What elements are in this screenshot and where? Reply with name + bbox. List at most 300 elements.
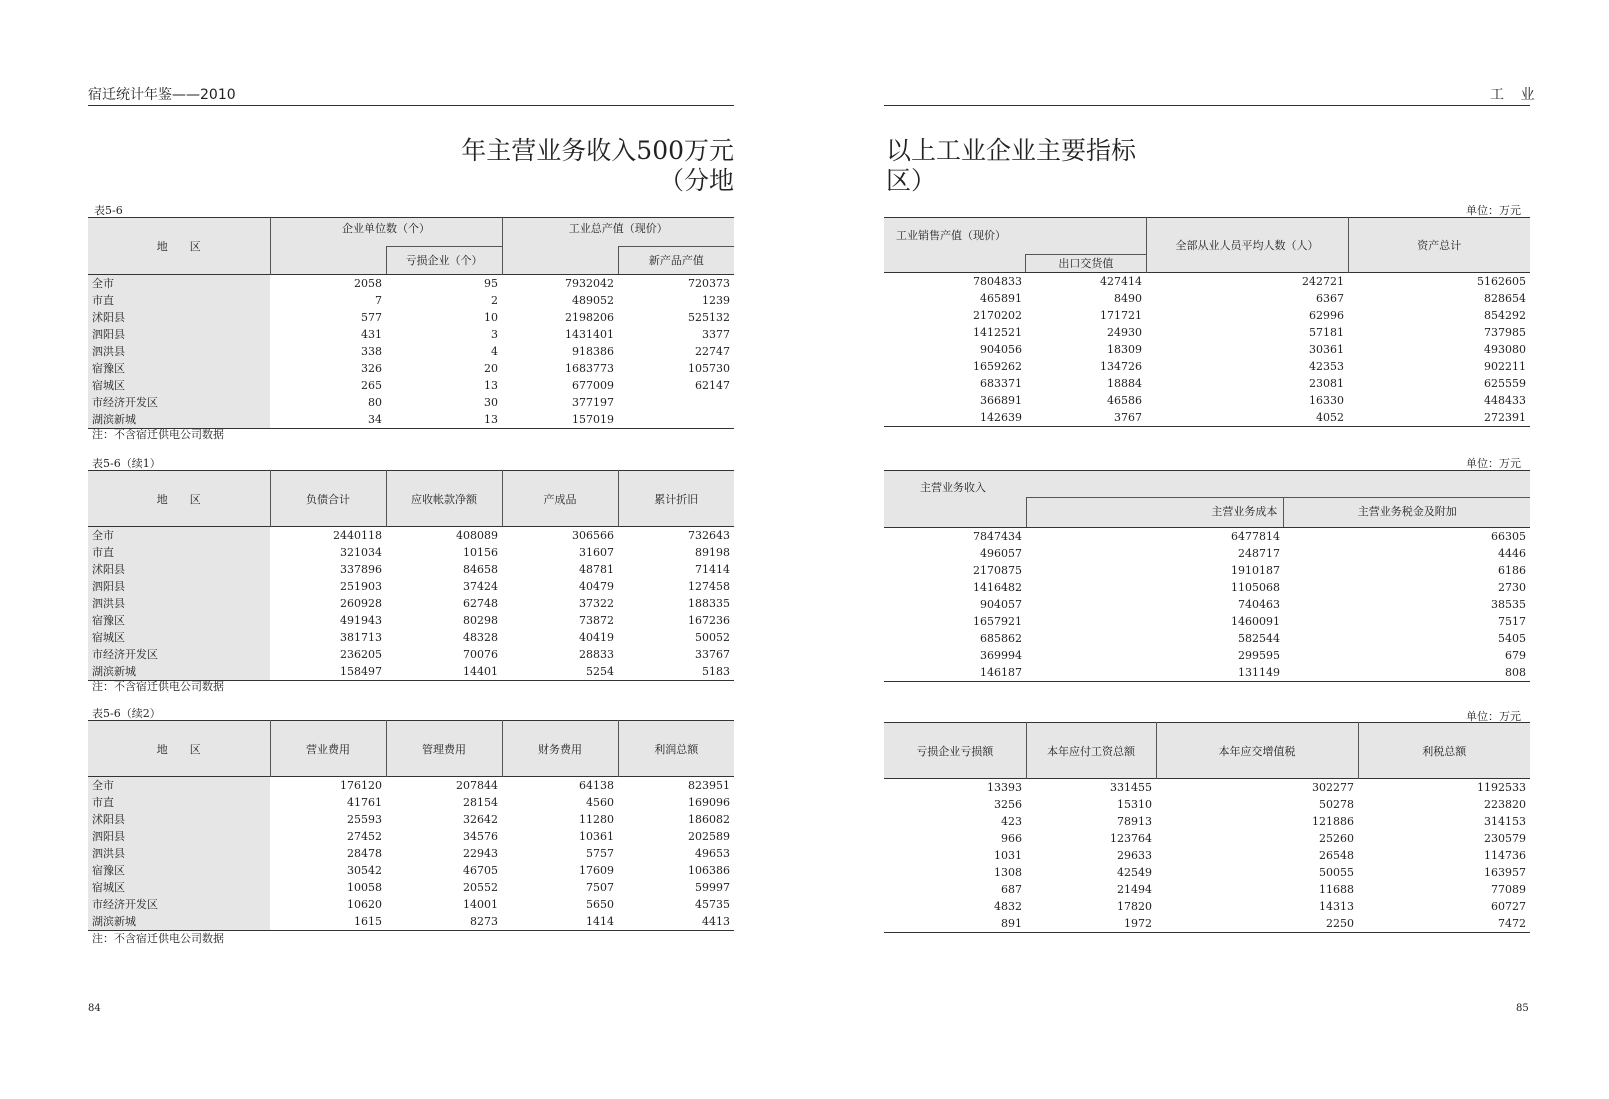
cell: 60727 bbox=[1491, 900, 1526, 913]
table-row bbox=[884, 528, 1530, 546]
cell: 4052 bbox=[1316, 411, 1344, 424]
table-row bbox=[88, 326, 734, 343]
col-receivables: 应收帐款净额 bbox=[386, 471, 502, 527]
table-row bbox=[884, 307, 1530, 324]
cell: 30361 bbox=[1309, 343, 1344, 356]
cell: 525132 bbox=[688, 311, 730, 324]
cell: 679 bbox=[1505, 649, 1527, 662]
table1-note: 注：不含宿迁供电公司数据 bbox=[92, 428, 224, 441]
table-row bbox=[884, 881, 1530, 898]
cell: 80298 bbox=[463, 614, 498, 627]
cell: 22747 bbox=[695, 345, 730, 358]
cell: 493080 bbox=[1484, 343, 1526, 356]
cell: 105730 bbox=[688, 362, 730, 375]
table-row bbox=[88, 845, 734, 862]
cell: 123764 bbox=[1110, 832, 1152, 845]
table1-left bbox=[88, 217, 734, 429]
cell: 904057 bbox=[980, 598, 1022, 611]
cell: 377197 bbox=[572, 396, 614, 409]
table2-note: 注：不含宿迁供电公司数据 bbox=[92, 680, 224, 693]
cell: 13393 bbox=[987, 781, 1022, 794]
cell: 188335 bbox=[688, 597, 730, 610]
region-cell: 全市 bbox=[88, 275, 270, 293]
cell: 20552 bbox=[463, 881, 498, 894]
cell: 131149 bbox=[1238, 666, 1280, 679]
col-finished-goods: 产成品 bbox=[502, 471, 618, 527]
cell: 3256 bbox=[994, 798, 1022, 811]
cell: 1972 bbox=[1124, 917, 1152, 930]
cell: 89198 bbox=[695, 546, 730, 559]
col-finance: 财务费用 bbox=[502, 721, 618, 777]
page-number-right: 85 bbox=[1516, 1003, 1529, 1014]
col-loss-units: 亏损企业（个） bbox=[386, 246, 502, 274]
col-profit-tax: 利税总额 bbox=[1358, 723, 1530, 779]
cell: 17820 bbox=[1117, 900, 1152, 913]
cell: 28478 bbox=[347, 847, 382, 860]
cell: 902211 bbox=[1484, 360, 1526, 373]
table3-right bbox=[884, 722, 1530, 933]
cell: 84658 bbox=[463, 563, 498, 576]
cell: 369994 bbox=[980, 649, 1022, 662]
region-cell: 宿豫区 bbox=[88, 612, 270, 629]
cell: 331455 bbox=[1110, 781, 1152, 794]
cell: 918386 bbox=[572, 345, 614, 358]
page-title-left-line2: （分地 bbox=[658, 166, 734, 195]
col-units: 企业单位数（个） bbox=[342, 222, 430, 235]
cell: 77089 bbox=[1491, 883, 1526, 896]
cell: 2198206 bbox=[565, 311, 614, 324]
cell: 2170202 bbox=[973, 309, 1022, 322]
cell: 687 bbox=[1001, 883, 1022, 896]
cell: 157019 bbox=[572, 413, 614, 426]
cell: 4560 bbox=[586, 796, 614, 809]
cell: 251903 bbox=[340, 580, 382, 593]
cell: 7472 bbox=[1498, 917, 1526, 930]
cell: 6186 bbox=[1498, 564, 1527, 577]
table3-left bbox=[88, 720, 734, 931]
cell: 158497 bbox=[340, 665, 382, 678]
region-cell: 全市 bbox=[88, 777, 270, 795]
cell: 27452 bbox=[347, 830, 382, 843]
cell: 1031 bbox=[994, 849, 1022, 862]
cell bbox=[618, 394, 734, 411]
table-row bbox=[884, 664, 1530, 682]
col-region: 地 区 bbox=[88, 721, 270, 777]
table-row bbox=[884, 898, 1530, 915]
table-row bbox=[884, 779, 1530, 797]
cell: 10156 bbox=[463, 546, 498, 559]
cell: 20 bbox=[484, 362, 498, 375]
col-loss-amount: 亏损企业亏损额 bbox=[884, 723, 1026, 779]
running-header-right: 工 业 bbox=[1490, 87, 1541, 103]
cell: 496057 bbox=[980, 547, 1022, 560]
col-admin: 管理费用 bbox=[386, 721, 502, 777]
cell: 42353 bbox=[1309, 360, 1344, 373]
cell: 66305 bbox=[1491, 530, 1527, 543]
cell: 121886 bbox=[1312, 815, 1354, 828]
table-row bbox=[884, 630, 1530, 647]
cell: 3 bbox=[491, 328, 498, 341]
region-cell: 湖滨新城 bbox=[88, 663, 270, 681]
col-selling: 营业费用 bbox=[270, 721, 386, 777]
region-cell: 泗阳县 bbox=[88, 326, 270, 343]
cell: 114736 bbox=[1484, 849, 1526, 862]
cell: 163957 bbox=[1484, 866, 1526, 879]
table-row bbox=[88, 896, 734, 913]
cell: 34576 bbox=[463, 830, 498, 843]
cell: 265 bbox=[361, 379, 382, 392]
cell: 14313 bbox=[1319, 900, 1354, 913]
col-tax: 主营业务税金及附加 bbox=[1283, 497, 1530, 527]
cell: 5650 bbox=[586, 898, 614, 911]
cell: 1460091 bbox=[1231, 615, 1280, 628]
cell: 2250 bbox=[1326, 917, 1354, 930]
col-cost: 主营业务成本 bbox=[1026, 497, 1284, 527]
cell: 18884 bbox=[1107, 377, 1142, 390]
region-cell: 宿豫区 bbox=[88, 360, 270, 377]
table2-left bbox=[88, 470, 734, 681]
cell: 4 bbox=[491, 345, 498, 358]
cell: 176120 bbox=[340, 779, 382, 792]
table-row bbox=[884, 813, 1530, 830]
cell: 70076 bbox=[463, 648, 498, 661]
cell: 306566 bbox=[572, 529, 614, 542]
table-row bbox=[88, 394, 734, 411]
table3-label: 表5-6（续2） bbox=[92, 707, 161, 720]
cell: 1308 bbox=[994, 866, 1022, 879]
table-row bbox=[88, 544, 734, 561]
cell: 106386 bbox=[688, 864, 730, 877]
page-title-left bbox=[440, 136, 734, 196]
cell: 34 bbox=[368, 413, 382, 426]
cell: 21494 bbox=[1117, 883, 1152, 896]
cell bbox=[618, 411, 734, 429]
cell: 50055 bbox=[1319, 866, 1354, 879]
cell: 40479 bbox=[579, 580, 614, 593]
table-row bbox=[884, 562, 1530, 579]
region-cell: 湖滨新城 bbox=[88, 411, 270, 429]
cell: 134726 bbox=[1100, 360, 1142, 373]
cell: 7507 bbox=[586, 881, 614, 894]
page-title-right-line2: 区） bbox=[886, 166, 937, 195]
cell: 423 bbox=[1001, 815, 1022, 828]
table-row bbox=[884, 545, 1530, 562]
cell: 29633 bbox=[1117, 849, 1152, 862]
region-cell: 宿城区 bbox=[88, 879, 270, 896]
table-row bbox=[88, 646, 734, 663]
cell: 1910187 bbox=[1231, 564, 1280, 577]
table-row bbox=[884, 864, 1530, 881]
cell: 1414 bbox=[586, 915, 614, 928]
cell: 230579 bbox=[1484, 832, 1526, 845]
cell: 408089 bbox=[456, 529, 498, 542]
cell: 71414 bbox=[695, 563, 730, 576]
cell: 625559 bbox=[1484, 377, 1526, 390]
cell: 2058 bbox=[354, 277, 382, 290]
cell: 95 bbox=[484, 277, 498, 290]
cell: 3377 bbox=[702, 328, 730, 341]
cell: 1105068 bbox=[1231, 581, 1280, 594]
cell: 25593 bbox=[347, 813, 382, 826]
cell: 5183 bbox=[702, 665, 730, 678]
cell: 186082 bbox=[688, 813, 730, 826]
region-cell: 沭阳县 bbox=[88, 811, 270, 828]
table-row bbox=[884, 358, 1530, 375]
col-new-product: 新产品产值 bbox=[618, 246, 734, 274]
table1-unit: 单位：万元 bbox=[1466, 204, 1521, 217]
cell: 2730 bbox=[1498, 581, 1527, 594]
cell: 326 bbox=[361, 362, 382, 375]
cell: 207844 bbox=[456, 779, 498, 792]
col-depreciation: 累计折旧 bbox=[618, 471, 734, 527]
cell: 904056 bbox=[980, 343, 1022, 356]
cell: 7932042 bbox=[565, 277, 614, 290]
cell: 5757 bbox=[586, 847, 614, 860]
running-header-left: 宿迁统计年鉴——2010 bbox=[88, 87, 236, 103]
table-row bbox=[88, 612, 734, 629]
cell: 248717 bbox=[1238, 547, 1280, 560]
cell: 272391 bbox=[1484, 411, 1526, 424]
cell: 7847434 bbox=[973, 530, 1022, 543]
cell: 823951 bbox=[688, 779, 730, 792]
region-cell: 市直 bbox=[88, 794, 270, 811]
table3-note: 注：不含宿迁供电公司数据 bbox=[92, 932, 224, 945]
cell: 10620 bbox=[347, 898, 382, 911]
cell: 28833 bbox=[579, 648, 614, 661]
cell: 465891 bbox=[980, 292, 1022, 305]
cell: 427414 bbox=[1100, 275, 1142, 288]
cell: 46586 bbox=[1107, 394, 1142, 407]
table-row bbox=[88, 578, 734, 595]
cell: 64138 bbox=[579, 779, 614, 792]
table-row bbox=[884, 392, 1530, 409]
cell: 448433 bbox=[1484, 394, 1526, 407]
cell: 33767 bbox=[695, 648, 730, 661]
cell: 2 bbox=[491, 294, 498, 307]
cell: 8490 bbox=[1114, 292, 1142, 305]
table-row bbox=[884, 915, 1530, 933]
table-row bbox=[88, 862, 734, 879]
region-cell: 市直 bbox=[88, 292, 270, 309]
cell: 41761 bbox=[347, 796, 382, 809]
region-cell: 市直 bbox=[88, 544, 270, 561]
table-row bbox=[884, 324, 1530, 341]
cell: 62147 bbox=[695, 379, 730, 392]
table-row bbox=[88, 275, 734, 293]
cell: 966 bbox=[1001, 832, 1022, 845]
cell: 32642 bbox=[463, 813, 498, 826]
cell: 683371 bbox=[980, 377, 1022, 390]
cell: 381713 bbox=[340, 631, 382, 644]
table-row bbox=[884, 290, 1530, 307]
cell: 242721 bbox=[1302, 275, 1344, 288]
table-row bbox=[884, 647, 1530, 664]
cell: 732643 bbox=[688, 529, 730, 542]
table2-unit: 单位：万元 bbox=[1466, 457, 1521, 470]
cell: 366891 bbox=[980, 394, 1022, 407]
cell: 11688 bbox=[1319, 883, 1354, 896]
col-employees: 全部从业人员平均人数（人） bbox=[1146, 218, 1348, 273]
cell: 40419 bbox=[579, 631, 614, 644]
cell: 46705 bbox=[463, 864, 498, 877]
cell: 50278 bbox=[1319, 798, 1354, 811]
region-cell: 沭阳县 bbox=[88, 309, 270, 326]
table-row bbox=[88, 561, 734, 578]
cell: 38535 bbox=[1491, 598, 1527, 611]
table-row bbox=[884, 341, 1530, 358]
col-export-value: 出口交货值 bbox=[1025, 254, 1145, 272]
table-row bbox=[88, 913, 734, 931]
header-rule-left bbox=[88, 105, 734, 106]
table1-label: 表5-6 bbox=[94, 204, 123, 217]
cell: 4446 bbox=[1498, 547, 1527, 560]
table-row bbox=[884, 830, 1530, 847]
cell: 45735 bbox=[695, 898, 730, 911]
region-cell: 泗阳县 bbox=[88, 828, 270, 845]
col-sales-value: 工业销售产值（现价） bbox=[896, 229, 1006, 242]
cell: 6367 bbox=[1316, 292, 1344, 305]
table-row bbox=[884, 596, 1530, 613]
table3-unit: 单位：万元 bbox=[1466, 710, 1521, 723]
cell: 1412521 bbox=[973, 326, 1022, 339]
table1-right bbox=[884, 217, 1530, 427]
cell: 808 bbox=[1505, 666, 1527, 679]
region-cell: 泗洪县 bbox=[88, 845, 270, 862]
cell: 14401 bbox=[463, 665, 498, 678]
cell: 17609 bbox=[579, 864, 614, 877]
cell: 5162605 bbox=[1477, 275, 1526, 288]
cell: 18309 bbox=[1107, 343, 1142, 356]
region-cell: 市经济开发区 bbox=[88, 394, 270, 411]
table-row bbox=[88, 360, 734, 377]
cell: 16330 bbox=[1309, 394, 1344, 407]
table-row bbox=[88, 879, 734, 896]
cell: 431 bbox=[361, 328, 382, 341]
cell: 62748 bbox=[463, 597, 498, 610]
cell: 314153 bbox=[1484, 815, 1526, 828]
cell: 50052 bbox=[695, 631, 730, 644]
cell: 22943 bbox=[463, 847, 498, 860]
region-cell: 泗洪县 bbox=[88, 343, 270, 360]
cell: 720373 bbox=[688, 277, 730, 290]
table-row bbox=[88, 777, 734, 795]
col-profit: 利润总额 bbox=[618, 721, 734, 777]
cell: 15310 bbox=[1117, 798, 1152, 811]
cell: 4832 bbox=[994, 900, 1022, 913]
cell: 24930 bbox=[1107, 326, 1142, 339]
cell: 10361 bbox=[579, 830, 614, 843]
cell: 582544 bbox=[1238, 632, 1280, 645]
cell: 10 bbox=[484, 311, 498, 324]
table-row bbox=[884, 613, 1530, 630]
table-row bbox=[884, 796, 1530, 813]
table-row bbox=[884, 579, 1530, 596]
cell: 30542 bbox=[347, 864, 382, 877]
cell: 223820 bbox=[1484, 798, 1526, 811]
cell: 7517 bbox=[1498, 615, 1527, 628]
cell: 299595 bbox=[1238, 649, 1280, 662]
cell: 491943 bbox=[340, 614, 382, 627]
cell: 13 bbox=[484, 379, 498, 392]
cell: 73872 bbox=[579, 614, 614, 627]
cell: 677009 bbox=[572, 379, 614, 392]
cell: 167236 bbox=[688, 614, 730, 627]
col-assets: 资产总计 bbox=[1348, 218, 1530, 273]
col-region: 地 区 bbox=[88, 471, 270, 527]
table-row bbox=[88, 794, 734, 811]
cell: 1239 bbox=[702, 294, 730, 307]
cell: 10058 bbox=[347, 881, 382, 894]
table-row bbox=[88, 629, 734, 646]
page-title-right-line1: 以上工业企业主要指标 bbox=[886, 136, 1137, 165]
region-cell: 宿豫区 bbox=[88, 862, 270, 879]
page-title-right bbox=[886, 136, 1206, 196]
cell: 577 bbox=[361, 311, 382, 324]
cell: 1416482 bbox=[973, 581, 1022, 594]
header-rule-right bbox=[884, 105, 1530, 106]
table-row bbox=[884, 375, 1530, 392]
cell: 338 bbox=[361, 345, 382, 358]
table2-right bbox=[884, 470, 1530, 682]
cell: 37424 bbox=[463, 580, 498, 593]
cell: 169096 bbox=[688, 796, 730, 809]
cell: 1615 bbox=[354, 915, 382, 928]
cell: 236205 bbox=[340, 648, 382, 661]
cell: 2440118 bbox=[333, 529, 382, 542]
cell: 321034 bbox=[340, 546, 382, 559]
cell: 260928 bbox=[340, 597, 382, 610]
cell: 26548 bbox=[1319, 849, 1354, 862]
region-cell: 泗洪县 bbox=[88, 595, 270, 612]
table-row bbox=[88, 309, 734, 326]
table-row bbox=[88, 828, 734, 845]
cell: 171721 bbox=[1100, 309, 1142, 322]
cell: 37322 bbox=[579, 597, 614, 610]
cell: 1192533 bbox=[1477, 781, 1526, 794]
cell: 740463 bbox=[1238, 598, 1280, 611]
cell: 80 bbox=[368, 396, 382, 409]
table-row bbox=[884, 273, 1530, 291]
cell: 854292 bbox=[1484, 309, 1526, 322]
cell: 1657921 bbox=[973, 615, 1022, 628]
cell: 8273 bbox=[470, 915, 498, 928]
cell: 737985 bbox=[1484, 326, 1526, 339]
table-row bbox=[884, 409, 1530, 427]
region-cell: 全市 bbox=[88, 527, 270, 545]
page-title-left-line1: 年主营业务收入500万元 bbox=[461, 136, 734, 165]
region-cell: 沭阳县 bbox=[88, 561, 270, 578]
table-row bbox=[884, 847, 1530, 864]
col-revenue: 主营业务收入 bbox=[920, 481, 986, 494]
col-region: 地 区 bbox=[88, 218, 270, 275]
cell: 25260 bbox=[1319, 832, 1354, 845]
table-row bbox=[88, 377, 734, 394]
cell: 31607 bbox=[579, 546, 614, 559]
cell: 5405 bbox=[1498, 632, 1527, 645]
cell: 302277 bbox=[1312, 781, 1354, 794]
cell: 59997 bbox=[695, 881, 730, 894]
table-row bbox=[88, 595, 734, 612]
cell: 1659262 bbox=[973, 360, 1022, 373]
cell: 1683773 bbox=[565, 362, 614, 375]
cell: 4413 bbox=[702, 915, 730, 928]
cell: 49653 bbox=[695, 847, 730, 860]
cell: 7804833 bbox=[973, 275, 1022, 288]
col-output-value: 工业总产值（现价） bbox=[568, 222, 668, 235]
cell: 6477814 bbox=[1231, 530, 1280, 543]
cell: 2170875 bbox=[973, 564, 1022, 577]
cell: 489052 bbox=[572, 294, 614, 307]
